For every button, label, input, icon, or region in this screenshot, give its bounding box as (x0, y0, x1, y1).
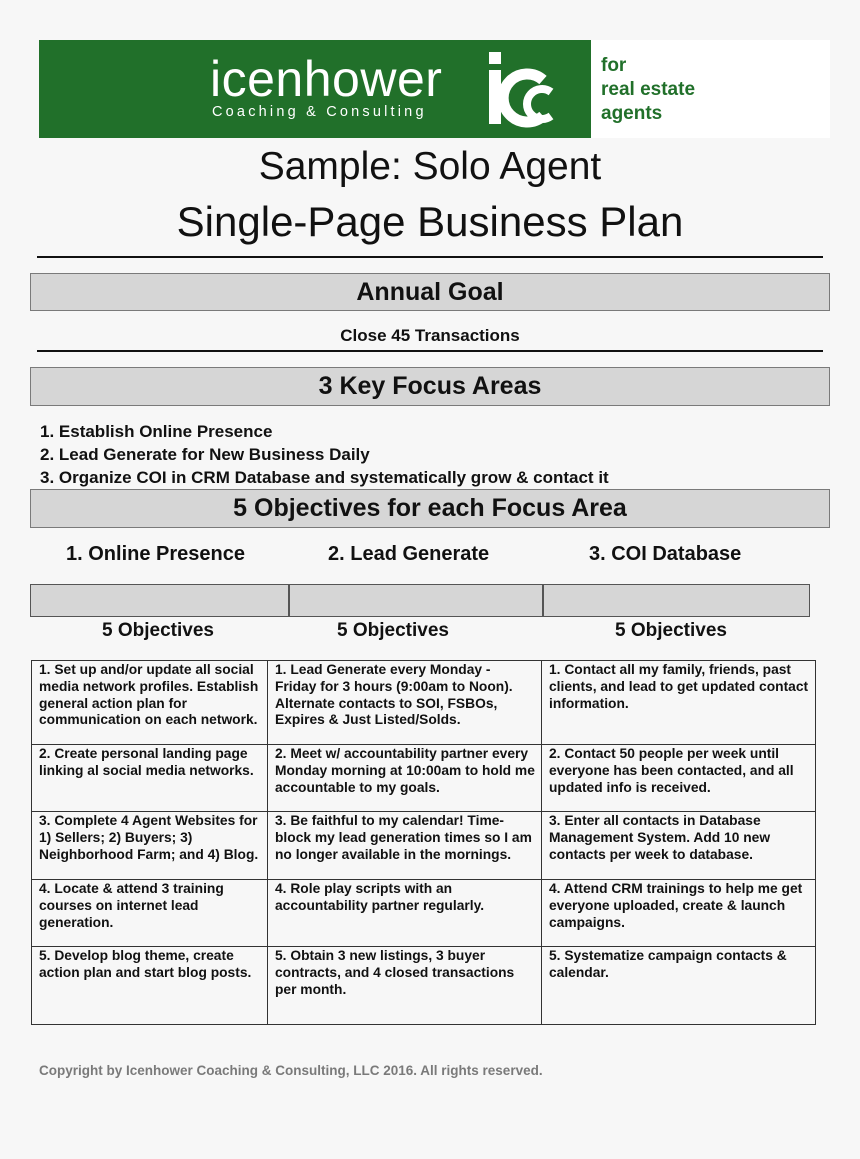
table-cell: 2. Meet w/ accountability partner every Monday morning at 10:00am to hold me accountable to my goals. (268, 745, 542, 812)
icc-logo (485, 50, 565, 130)
column-label: 5 Objectives (337, 620, 449, 641)
table-cell: 5. Systematize campaign contacts & calendar. (542, 947, 816, 1025)
page-title-line2: Single-Page Business Plan (176, 198, 684, 245)
tagline-line: agents (601, 103, 663, 124)
table-row (32, 812, 816, 880)
table-row (32, 745, 816, 812)
table-cell: 5. Obtain 3 new listings, 3 buyer contracts, and 4 closed transactions per month. (268, 947, 542, 1025)
objectives-heading: 5 Objectives for each Focus Area (30, 489, 830, 528)
tagline-line: for (601, 55, 627, 76)
table-cell: 2. Contact 50 people per week until everyone has been contacted, and all updated info is received. (542, 745, 816, 812)
list-item: 2. Lead Generate for New Business Daily (40, 445, 370, 464)
table-row (32, 947, 816, 1025)
objectives-table (31, 660, 816, 1025)
tagline-line: real estate (601, 79, 696, 100)
table-cell: 4. Attend CRM trainings to help me get everyone uploaded, create & launch campaigns. (542, 880, 816, 947)
table-cell: 3. Be faithful to my calendar! Time-block my lead generation times so I am no longer available in the mornings. (268, 812, 542, 880)
annual-goal-heading: Annual Goal (30, 273, 830, 311)
divider (37, 350, 823, 352)
focus-areas-list (40, 420, 609, 489)
brand-name: icenhower (210, 51, 443, 107)
copyright-footer: Copyright by Icenhower Coaching & Consulting, LLC 2016. All rights reserved. (39, 1063, 543, 1078)
table-row (32, 880, 816, 947)
brand-subtitle: Coaching & Consulting (212, 104, 427, 120)
grey-cell (289, 584, 543, 617)
table-cell: 3. Complete 4 Agent Websites for 1) Sellers; 2) Buyers; 3) Neighborhood Farm; and 4) Blog. (32, 812, 268, 880)
table-cell: 3. Enter all contacts in Database Management System. Add 10 new contacts per week to database. (542, 812, 816, 880)
column-label: 5 Objectives (615, 620, 727, 641)
grey-cell-row (30, 584, 810, 617)
table-cell: 2. Create personal landing page linking al social media networks. (32, 745, 268, 812)
focus-areas-heading: 3 Key Focus Areas (30, 367, 830, 406)
table-cell: 1. Lead Generate every Monday - Friday for 3 hours (9:00am to Noon). Alternate contacts to SOI, FSBOs, Expires & Just Listed/Solds. (268, 661, 542, 745)
table-cell: 4. Locate & attend 3 training courses on internet lead generation. (32, 880, 268, 947)
annual-goal-text: Close 45 Transactions (340, 326, 520, 345)
page-title-line1: Sample: Solo Agent (258, 145, 602, 188)
divider (37, 256, 823, 258)
table-cell: 1. Contact all my family, friends, past clients, and lead to get updated contact information. (542, 661, 816, 745)
tagline (601, 54, 695, 126)
grey-cell (30, 584, 289, 617)
list-item: 1. Establish Online Presence (40, 422, 273, 441)
brand-banner (39, 40, 830, 138)
grey-cell (543, 584, 810, 617)
column-label: 5 Objectives (102, 620, 214, 641)
area-heading-coi: 3. COI Database (589, 543, 742, 565)
table-cell: 5. Develop blog theme, create action plan and start blog posts. (32, 947, 268, 1025)
area-heading-online: 1. Online Presence (66, 543, 245, 565)
table-row (32, 661, 816, 745)
list-item: 3. Organize COI in CRM Database and systematically grow & contact it (40, 468, 609, 487)
brand-banner-green (39, 40, 591, 138)
table-cell: 4. Role play scripts with an accountability partner regularly. (268, 880, 542, 947)
table-cell: 1. Set up and/or update all social media network profiles. Establish general action plan for communication on each network. (32, 661, 268, 745)
area-heading-lead: 2. Lead Generate (328, 543, 490, 565)
